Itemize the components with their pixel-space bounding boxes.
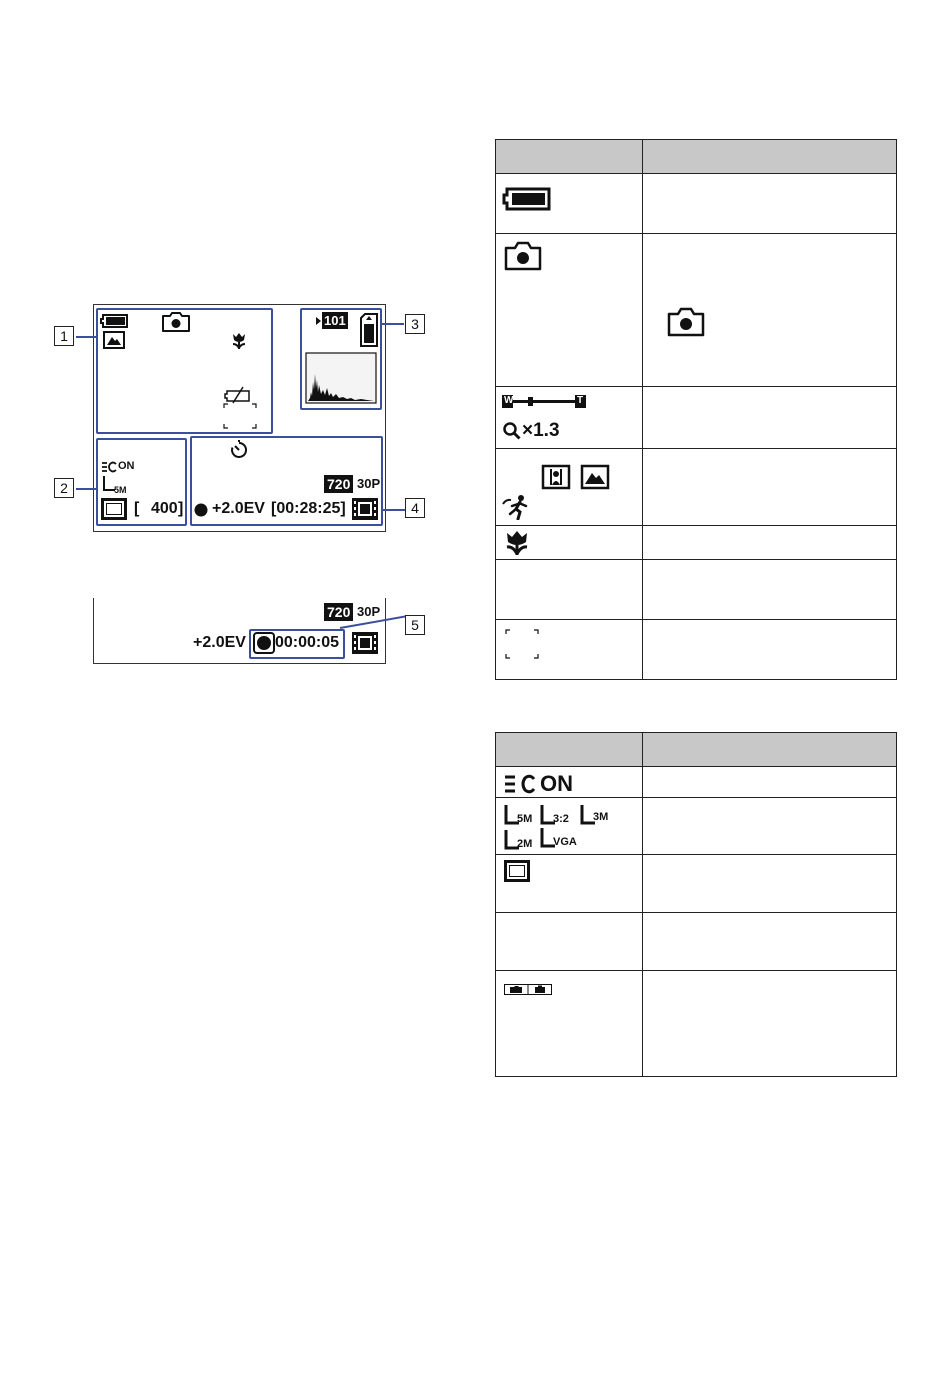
af-frame-icon: [223, 403, 257, 434]
leader-3: [382, 323, 404, 325]
leader-4: [383, 509, 405, 511]
table-desc-cell: [643, 855, 897, 913]
leader-2: [76, 488, 96, 490]
folder-number: 101: [324, 313, 346, 328]
table-row: [496, 855, 897, 913]
table-header-cell: [496, 140, 643, 174]
table-row: [496, 620, 897, 680]
table-icon-cell: [496, 234, 643, 387]
zoom-t: T: [577, 395, 584, 406]
table-icon-cell: [496, 971, 643, 1077]
table-header-cell: [643, 733, 897, 767]
table-desc-cell: [643, 560, 897, 620]
callout-2: 2: [54, 478, 74, 498]
movie-icon: [352, 498, 378, 525]
table-icon-cell: [496, 449, 643, 526]
memory-card-icon: [359, 312, 379, 353]
quality-frame-icon: [504, 860, 530, 882]
table-icon-cell: [496, 913, 643, 971]
table-row: [496, 798, 897, 855]
table-header: [496, 733, 897, 767]
flash-on-label: ON: [118, 460, 135, 472]
leader-1: [76, 336, 96, 338]
af-frame-icon: [505, 629, 539, 664]
table-icon-cell: [496, 526, 643, 560]
table-row: [496, 174, 897, 234]
callout-1: 1: [54, 326, 74, 346]
histogram-icon: [305, 352, 377, 409]
table-row: [496, 913, 897, 971]
size-32: 3:2: [553, 813, 569, 825]
table-desc-cell: [643, 526, 897, 560]
rec-movie-icon: [352, 632, 378, 659]
table-icon-cell: [496, 620, 643, 680]
callout-5: 5: [405, 615, 425, 635]
table-desc-cell: [643, 174, 897, 234]
table-desc-cell: [643, 387, 897, 449]
table-row: [496, 449, 897, 526]
image-size-label: 5M: [114, 485, 127, 495]
shots-remaining: 400: [151, 500, 178, 517]
callout-3: 3: [405, 314, 425, 334]
record-dot-icon: [194, 503, 208, 522]
record-mode-icon: [504, 982, 552, 1000]
table-desc-cell: [643, 620, 897, 680]
table-row: [496, 767, 897, 798]
zoom-factor: ×1.3: [522, 420, 560, 441]
camera-mode-icon: [160, 310, 192, 339]
flash-on-label: ON: [540, 771, 573, 796]
shots-open-bracket: [: [134, 500, 140, 517]
rec-movie-quality-rate: 30P: [357, 604, 381, 619]
table-row: [496, 234, 897, 387]
macro-tulip-icon: [231, 332, 247, 355]
camera-mode-icon: [503, 240, 543, 277]
table-icon-cell: [496, 798, 643, 855]
battery-icon: [502, 186, 552, 217]
rec-time-remaining: [00:28:25]: [271, 500, 346, 517]
table-desc-cell: [643, 449, 897, 526]
magnifier-icon: [503, 422, 521, 445]
size-vga: VGA: [553, 836, 577, 848]
self-timer-icon: [229, 440, 249, 465]
runner-icon: [501, 494, 533, 525]
quality-frame-icon: [101, 498, 127, 520]
table-header: [496, 140, 897, 174]
table-desc-cell: [643, 798, 897, 855]
zoom-bar-icon: [502, 395, 586, 414]
flash-icon: [504, 773, 536, 800]
movie-quality-number: 720: [324, 475, 353, 493]
size-5m: 5M: [517, 813, 533, 825]
table-row: [496, 971, 897, 1077]
rec-exposure-value: +2.0EV: [193, 634, 246, 651]
macro-tulip-icon: [504, 530, 530, 561]
reference-table-2: [495, 732, 897, 1077]
size-3m: 3M: [593, 811, 609, 823]
scene-portrait-icon: [541, 464, 571, 495]
table-desc-cell: [643, 913, 897, 971]
table-row: [496, 387, 897, 449]
recording-dot-icon: [253, 632, 275, 659]
table-row: [496, 526, 897, 560]
reference-table-1: [495, 139, 897, 680]
table-icon-cell: [496, 387, 643, 449]
table-icon-cell: [496, 560, 643, 620]
rec-time: 00:00:05: [275, 634, 340, 651]
landscape-icon: [103, 331, 125, 354]
callout-4: 4: [405, 498, 425, 518]
table-header-cell: [643, 140, 897, 174]
table-desc-cell: [643, 767, 897, 798]
rec-movie-quality-number: 720: [324, 603, 353, 621]
table-header-cell: [496, 733, 643, 767]
movie-quality-rate: 30P: [357, 476, 381, 491]
shots-close-bracket: ]: [178, 500, 184, 517]
size-2m: 2M: [517, 838, 533, 850]
camera-mode-icon-inline: [666, 306, 706, 343]
table-desc-cell: [643, 971, 897, 1077]
zoom-w: W: [504, 395, 514, 406]
table-desc-cell: [643, 234, 897, 387]
exposure-value: +2.0EV: [212, 500, 265, 517]
table-row: [496, 560, 897, 620]
landscape-icon: [580, 464, 610, 495]
table-icon-cell: [496, 855, 643, 913]
table-icon-cell: [496, 767, 643, 798]
table-icon-cell: [496, 174, 643, 234]
